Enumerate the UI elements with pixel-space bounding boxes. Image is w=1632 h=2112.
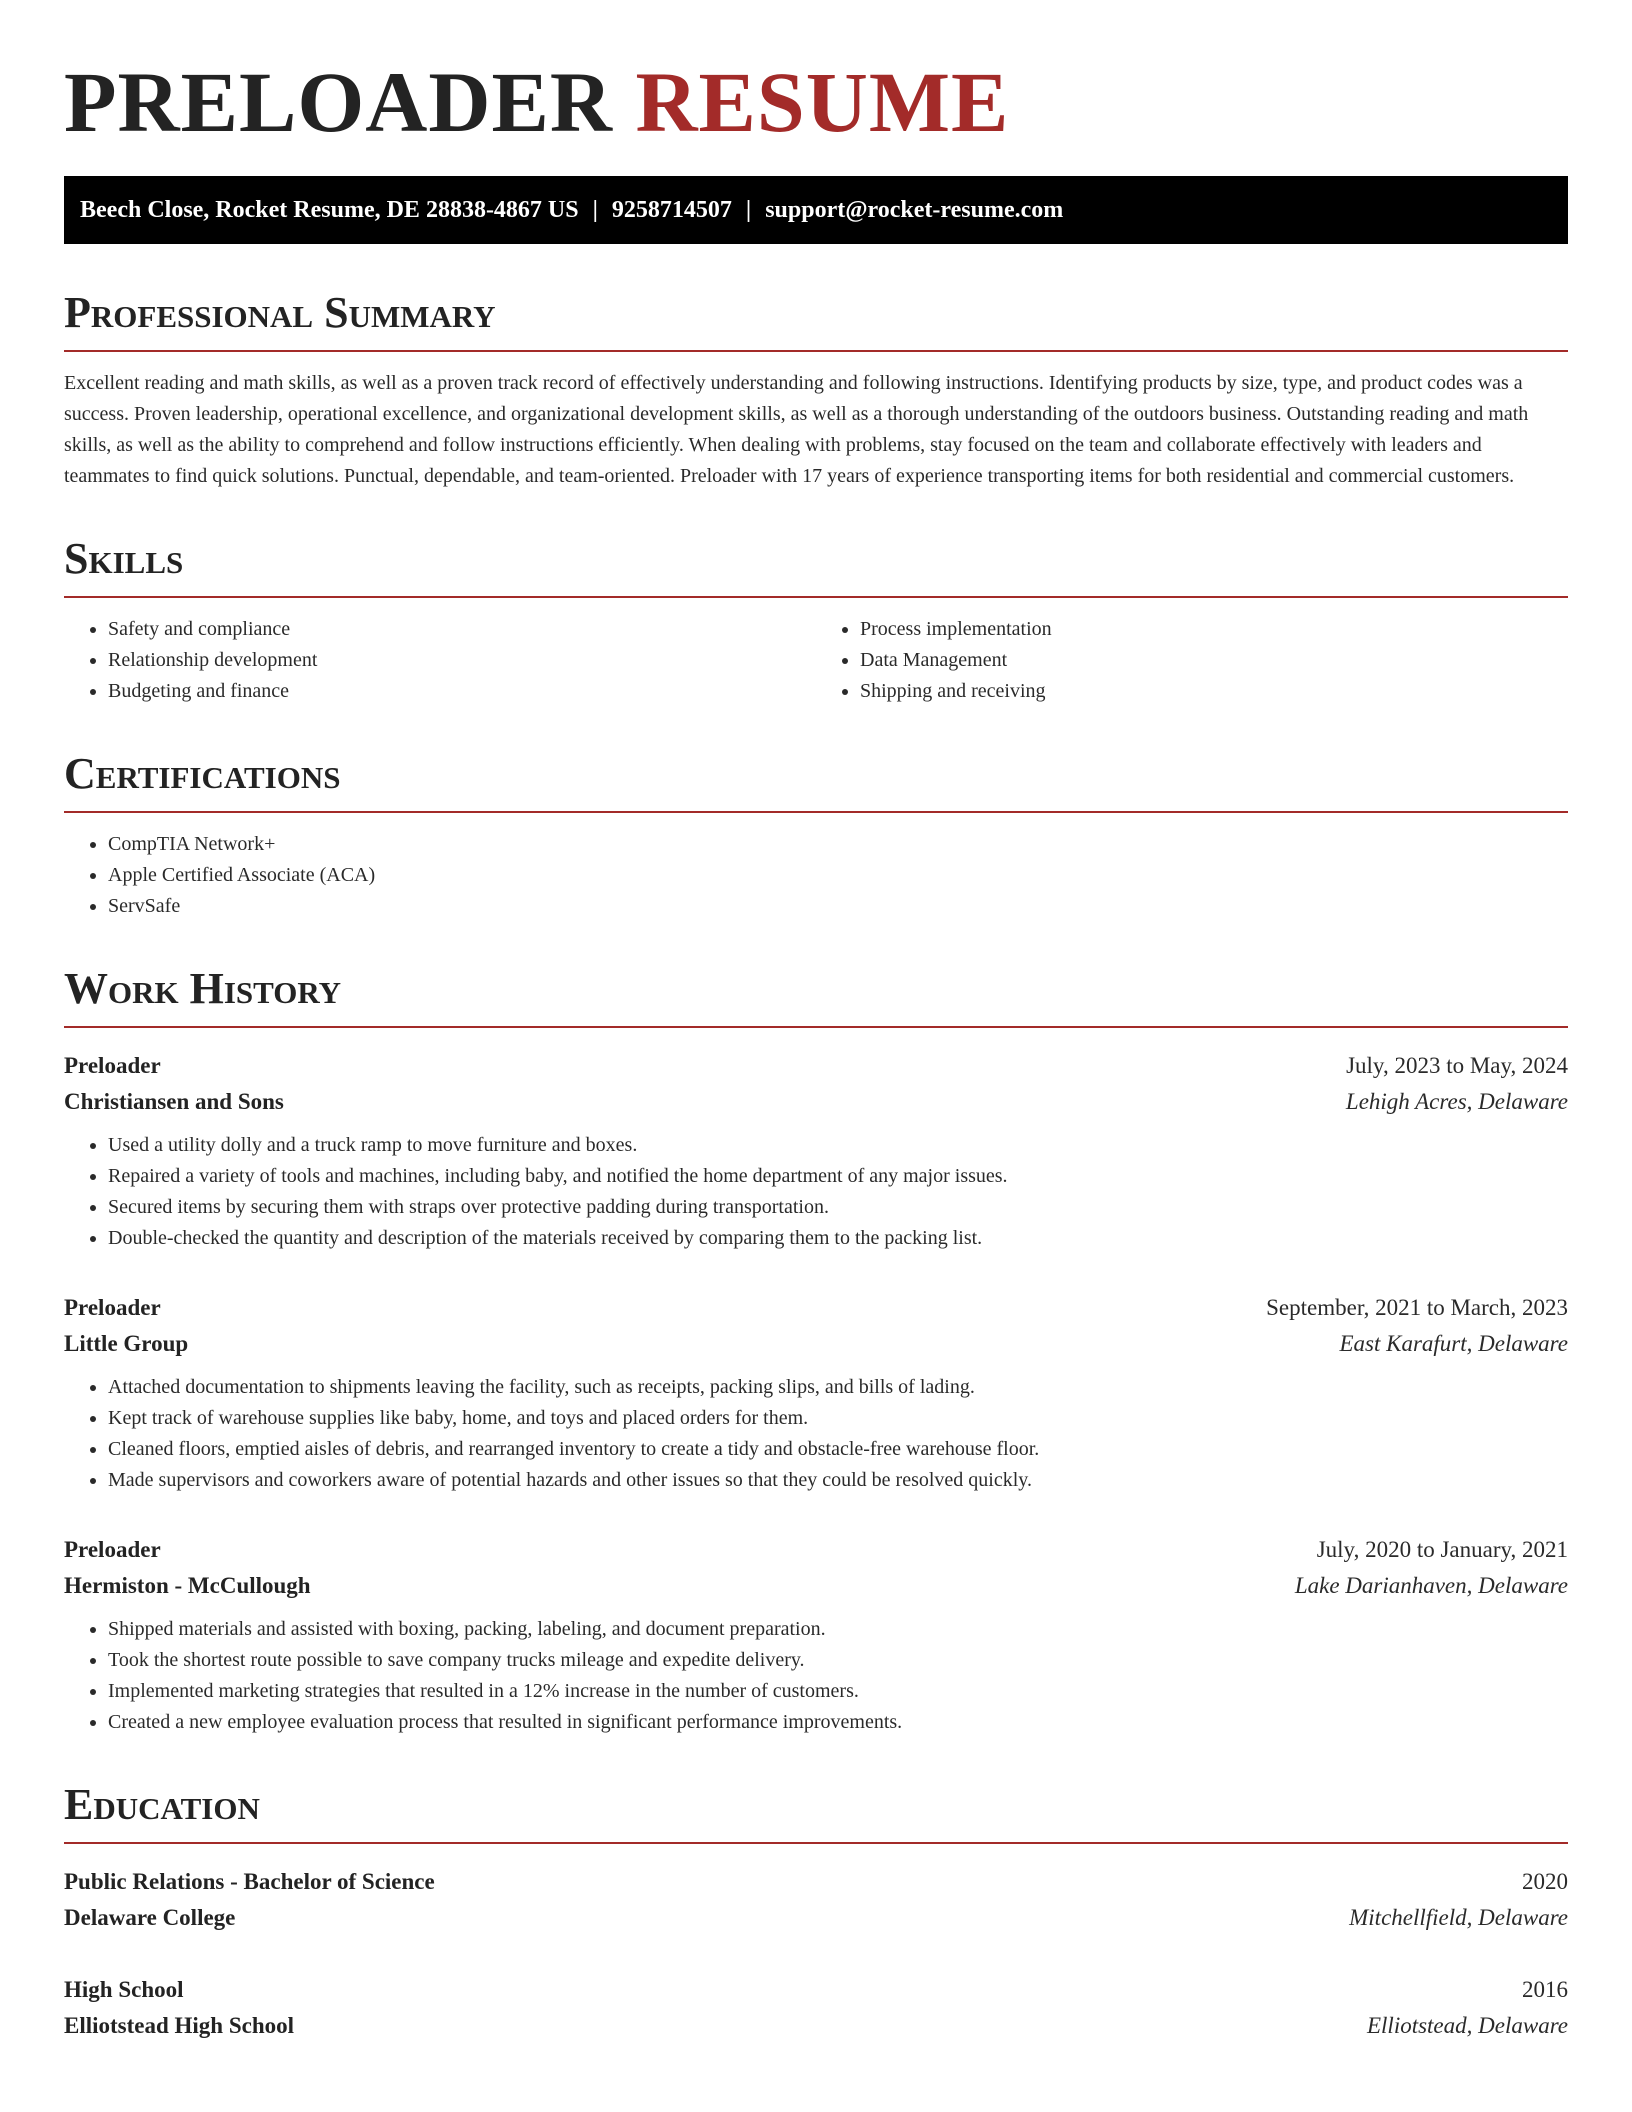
summary-section	[64, 288, 1568, 492]
education-year: 2016	[1522, 1977, 1568, 2002]
resume-page	[64, 0, 1568, 2044]
education-entry	[64, 1972, 1568, 2044]
name-last: RESUME	[635, 54, 1010, 150]
job-dates: September, 2021 to March, 2023	[1266, 1295, 1568, 1320]
certification-item: • CompTIA Network+	[108, 829, 1568, 860]
education-degree: Public Relations - Bachelor of Science	[64, 1869, 435, 1894]
job-duty: • Took the shortest route possible to save company trucks mileage and expedite delivery.	[108, 1645, 1568, 1676]
certifications-list	[64, 829, 1568, 922]
certifications-section	[64, 749, 1568, 922]
job-duty: • Cleaned floors, emptied aisles of debris, and rearranged inventory to create a tidy and obstacle-free warehouse floor.	[108, 1434, 1568, 1465]
job-location: Lake Darianhaven, Delaware	[1294, 1573, 1568, 1598]
education-location: Elliotstead, Delaware	[1366, 2013, 1568, 2038]
job-duty: • Implemented marketing strategies that resulted in a 12% increase in the number of customers.	[108, 1676, 1568, 1707]
job-dates: July, 2023 to May, 2024	[1346, 1053, 1568, 1078]
skill-item: • Shipping and receiving	[860, 676, 1568, 707]
education-degree-row	[64, 1972, 1568, 2008]
job-company-row	[64, 1084, 1568, 1120]
resume-name	[64, 0, 1568, 148]
contact-phone: 9258714507	[611, 197, 732, 223]
name-first: PRELOADER	[64, 54, 613, 150]
job-header-row	[64, 1290, 1568, 1326]
certification-item: • Apple Certified Associate (ACA)	[108, 860, 1568, 891]
job-location: East Karafurt, Delaware	[1339, 1331, 1568, 1356]
education-degree: High School	[64, 1977, 184, 2002]
skills-grid	[64, 614, 1568, 707]
section-title-certifications: Certifications	[64, 749, 1568, 813]
skills-section	[64, 534, 1568, 707]
skill-item: • Process implementation	[860, 614, 1568, 645]
job-duty: • Created a new employee evaluation process that resulted in significant performance improvements.	[108, 1707, 1568, 1738]
skill-item: • Relationship development	[108, 645, 816, 676]
job-duties	[64, 1614, 1568, 1738]
job-duty: • Repaired a variety of tools and machines, including baby, and notified the home department of any major issues.	[108, 1161, 1568, 1192]
education-section	[64, 1780, 1568, 2044]
section-title-education: Education	[64, 1780, 1568, 1844]
job-duty: • Shipped materials and assisted with boxing, packing, labeling, and document preparation.	[108, 1614, 1568, 1645]
skills-list-left	[64, 614, 816, 707]
job-location: Lehigh Acres, Delaware	[1345, 1089, 1568, 1114]
job-duty: • Double-checked the quantity and description of the materials received by comparing them to the packing list.	[108, 1223, 1568, 1254]
job-duties	[64, 1130, 1568, 1254]
job-entry	[64, 1048, 1568, 1254]
job-role: Preloader	[64, 1053, 161, 1078]
skill-item: • Budgeting and finance	[108, 676, 816, 707]
job-duty: • Secured items by securing them with straps over protective padding during transportation.	[108, 1192, 1568, 1223]
job-duty: • Made supervisors and coworkers aware of potential hazards and other issues so that they could be resolved quickly.	[108, 1465, 1568, 1496]
section-title-work-history: Work History	[64, 964, 1568, 1028]
education-school: Delaware College	[64, 1905, 236, 1930]
contact-email[interactable]: support@rocket-resume.com	[765, 197, 1064, 223]
education-degree-row	[64, 1864, 1568, 1900]
education-location: Mitchellfield, Delaware	[1349, 1905, 1568, 1930]
job-company-row	[64, 1326, 1568, 1362]
job-header-row	[64, 1048, 1568, 1084]
skill-item: • Safety and compliance	[108, 614, 816, 645]
job-company: Christiansen and Sons	[64, 1089, 284, 1114]
job-company: Hermiston - McCullough	[64, 1573, 311, 1598]
job-company: Little Group	[64, 1331, 189, 1356]
job-duty: • Used a utility dolly and a truck ramp to move furniture and boxes.	[108, 1130, 1568, 1161]
contact-bar	[64, 176, 1568, 244]
job-entry	[64, 1532, 1568, 1738]
job-company-row	[64, 1568, 1568, 1604]
education-school-row	[64, 1900, 1568, 1936]
section-title-skills: Skills	[64, 534, 1568, 598]
skills-list-right	[816, 614, 1568, 707]
job-duty: • Kept track of warehouse supplies like baby, home, and toys and placed orders for them.	[108, 1403, 1568, 1434]
contact-separator: |	[745, 197, 752, 223]
job-header-row	[64, 1532, 1568, 1568]
education-school-row	[64, 2008, 1568, 2044]
work-history-section	[64, 964, 1568, 1738]
certification-item: • ServSafe	[108, 891, 1568, 922]
contact-address: Beech Close, Rocket Resume, DE 28838-4867 US	[80, 197, 579, 223]
job-duty: • Attached documentation to shipments leaving the facility, such as receipts, packing slips, and bills of lading.	[108, 1372, 1568, 1403]
education-year: 2020	[1522, 1869, 1568, 1894]
job-role: Preloader	[64, 1537, 161, 1562]
job-role: Preloader	[64, 1295, 161, 1320]
job-duties	[64, 1372, 1568, 1496]
contact-separator: |	[592, 197, 598, 223]
education-school: Elliotstead High School	[64, 2013, 295, 2038]
summary-text: Excellent reading and math skills, as well as a proven track record of effectively understanding and following instructions. Identifying products by size, type, and product codes was a success. Proven leadership, operational excellence, and organizational development skills, as well as a thorough understanding of the outdoors business. Outstanding reading and math skills, as well as the ability to comprehend and follow instructions efficiently. When dealing with problems, stay focused on the team and collaborate effectively with leaders and teammates to find quick solutions. Punctual, dependable, and team-oriented. Preloader with 17 years of experience transporting items for both residential and commercial customers.	[64, 372, 1529, 487]
section-title-summary: Professional Summary	[64, 288, 1568, 352]
education-entry	[64, 1864, 1568, 1936]
job-dates: July, 2020 to January, 2021	[1316, 1537, 1568, 1562]
skill-item: • Data Management	[860, 645, 1568, 676]
job-entry	[64, 1290, 1568, 1496]
